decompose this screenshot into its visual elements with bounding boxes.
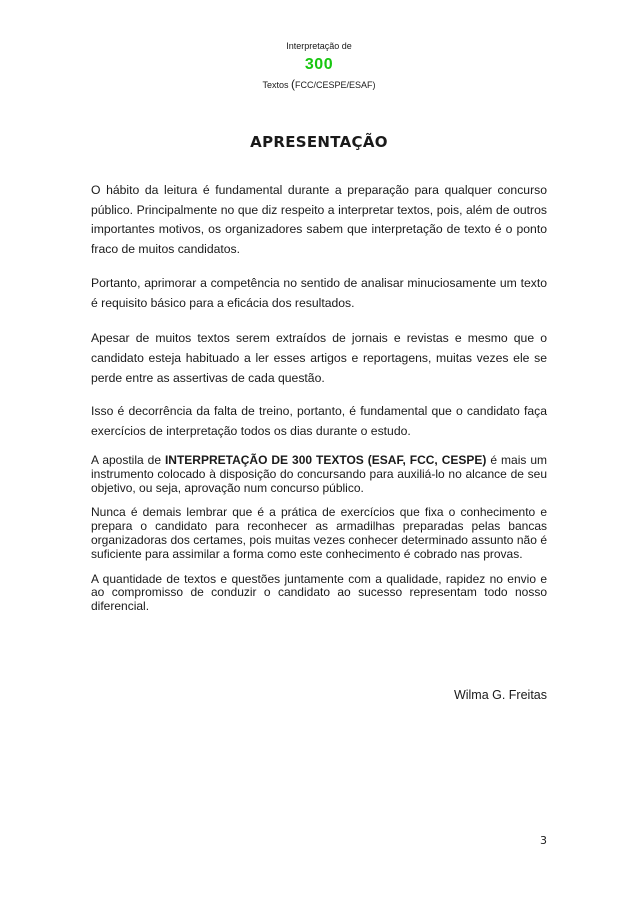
- header-line-1: Interpretação de: [286, 41, 352, 51]
- header-line-3: [0, 78, 638, 91]
- paragraph-7: A quantidade de textos e questões juntamente com a qualidade, rapidez no envio e ao compromisso de conduzir o candidato ao sucesso representam todo nosso diferencial.: [91, 571, 547, 614]
- paragraph-2: Portanto, aprimorar a competência no sentido de analisar minuciosamente um texto é requisito básico para a eficácia dos resultados.: [91, 276, 547, 310]
- paragraph-5: [91, 454, 547, 495]
- paragraph-1: O hábito da leitura é fundamental durante a preparação para qualquer concurso público. Principalmente no que diz respeito a interpretar textos, pois, além de outros importantes motivos, os organizadores sabem que interpretação de texto é o ponto fraco de muitos candidatos.: [91, 183, 547, 256]
- header-number: 300: [304, 56, 334, 73]
- page-number: 3: [540, 834, 547, 847]
- page-title: APRESENTAÇÃO: [250, 133, 388, 151]
- header-line-3-rest: FCC/CESPE/ESAF): [295, 80, 376, 90]
- document-header: [0, 40, 638, 91]
- paragraph-5-rest: é mais um instrumento colocado à disposição do concursando para auxiliá-lo no alcance de seu objetivo, ou seja, aprovação num concurso público.: [91, 453, 547, 495]
- header-line-3-prefix: Textos: [262, 80, 291, 90]
- header-line-3-paren: (: [291, 77, 295, 91]
- author-signature: Wilma G. Freitas: [453, 688, 547, 702]
- paragraph-5-bold-title: INTERPRETAÇÃO DE 300 TEXTOS (ESAF, FCC, CESPE): [164, 453, 487, 467]
- paragraph-3: Apesar de muitos textos serem extraídos de jornais e revistas e mesmo que o candidato esteja habituado a ler esses artigos e reportagens, muitas vezes ele se perde entre as assertivas de cada questão.: [91, 331, 547, 385]
- paragraph-5-intro: A apostila de: [91, 453, 165, 467]
- document-body: [91, 181, 547, 625]
- paragraph-6: Nunca é demais lembrar que é a prática de exercícios que fixa o conhecimento e prepara o candidato para reconhecer as armadilhas preparadas pelas bancas organizadoras dos certames, pois muitas vezes conhecer determinado assunto não é suficiente para assimilar a forma como este conhecimento é cobrado nas provas.: [91, 505, 547, 561]
- paragraph-4: Isso é decorrência da falta de treino, portanto, é fundamental que o candidato faça exercícios de interpretação todos os dias durante o estudo.: [91, 404, 547, 438]
